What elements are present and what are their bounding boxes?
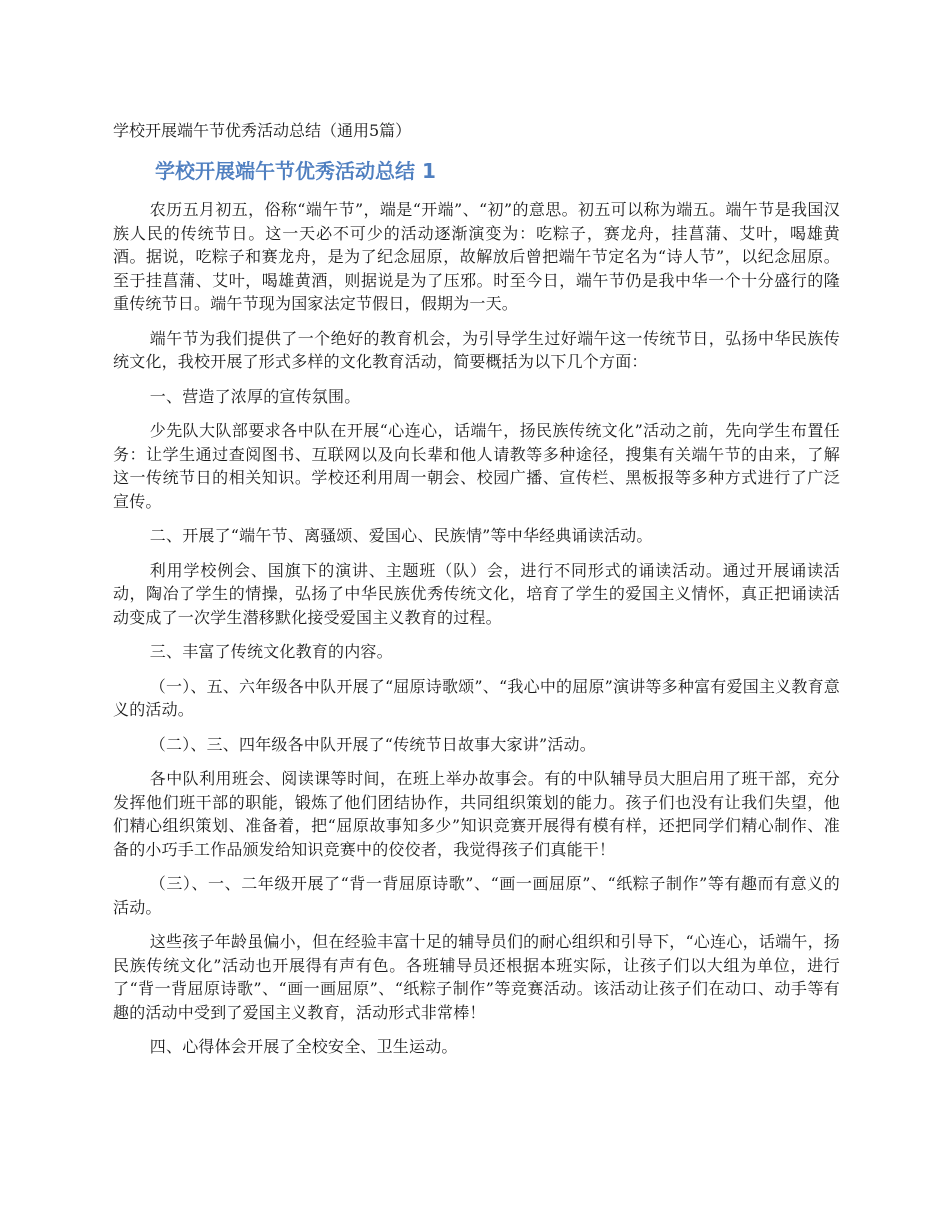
paragraph-11: （三）、一、二年级开展了“背一背屈原诗歌”、“画一画屈原”、“纸粽子制作”等有趣而有意义的活动。	[113, 874, 840, 917]
paragraph-1: 农历五月初五，俗称“端午节”，端是“开端”、“初”的意思。初五可以称为端五。端午节是我国汉族人民的传统节日。这一天必不可少的活动逐渐演变为：吃粽子，赛龙舟，挂菖蒲、艾叶，喝雄黄酒。据说，吃粽子和赛龙舟，是为了纪念屈原，故解放后曾把端午节定名为“诗人节”，以纪念屈原。至于挂菖蒲、艾叶，喝雄黄酒，则据说是为了压邪。时至今日，端午节仍是我中华一个十分盛行的隆重传统节日。端午节现为国家法定节假日，假期为一天。	[113, 200, 840, 313]
paragraph-4: 少先队大队部要求各中队在开展“心连心，话端午，扬民族传统文化”活动之前，先向学生布置任务：让学生通过查阅图书、互联网以及向长辈和他人请教等多种途径，搜集有关端午节的由来，了解这一传统节日的相关知识。学校还利用周一朝会、校园广播、宣传栏、黑板报等多种方式进行了广泛宣传。	[113, 421, 840, 511]
paragraph-5: 二、开展了“端午节、离骚颂、爱国心、民族情”等中华经典诵读活动。	[149, 526, 653, 545]
paragraph-10: 各中队利用班会、阅读课等时间，在班上举办故事会。有的中队辅导员大胆启用了班干部，充分发挥他们班干部的职能，锻炼了他们团结协作，共同组织策划的能力。孩子们也没有让我们失望，他们精心组织策划、准备着，把“屈原故事知多少”知识竞赛开展得有模有样，还把同学们精心制作、准备的小巧手工作品颁发给知识竞赛中的佼佼者，我觉得孩子们真能干！	[113, 769, 840, 859]
paragraph-2: 端午节为我们提供了一个绝好的教育机会，为引导学生过好端午这一传统节日，弘扬中华民族传统文化，我校开展了形式多样的文化教育活动，简要概括为以下几个方面：	[113, 328, 840, 371]
paragraph-9: （二）、三、四年级各中队开展了“传统节日故事大家讲”活动。	[149, 734, 596, 754]
paragraph-13: 四、心得体会开展了全校安全、卫生运动。	[149, 1037, 458, 1056]
document-page	[113, 118, 840, 1070]
paragraph-7: 三、丰富了传统文化教育的内容。	[149, 642, 393, 661]
paragraph-12: 这些孩子年龄虽偏小，但在经验丰富十足的辅导员们的耐心组织和引导下，“心连心，话端午，扬民族传统文化”活动也开展得有声有色。各班辅导员还根据本班实际，让孩子们以大组为单位，进行了“背一背屈原诗歌”、“画一画屈原”、“纸粽子制作”等竞赛活动。该活动让孩子们在动口、动手等有趣的活动中受到了爱国主义教育，活动形式非常棒！	[113, 932, 840, 1022]
paragraph-3: 一、营造了浓厚的宣传氛围。	[149, 386, 361, 406]
paragraph-6: 利用学校例会、国旗下的演讲、主题班（队）会，进行不同形式的诵读活动。通过开展诵读活动，陶冶了学生的情操，弘扬了中华民族优秀传统文化，培育了学生的爱国主义情怀，真正把诵读活动变成了一次学生潜移默化接受爱国主义教育的过程。	[113, 560, 840, 627]
paragraph-8: （一）、五、六年级各中队开展了“屈原诗歌颂”、“我心中的屈原”演讲等多种富有爱国主义教育意义的活动。	[113, 676, 840, 719]
section-heading: 学校开展端午节优秀活动总结 1	[155, 159, 436, 183]
document-title: 学校开展端午节优秀活动总结（通用5篇）	[113, 121, 412, 140]
